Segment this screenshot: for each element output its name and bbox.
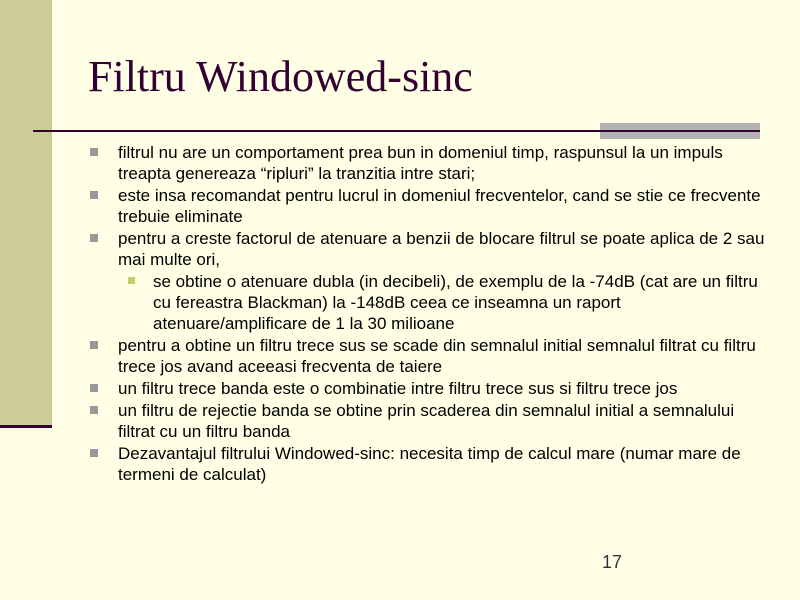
square-bullet-icon <box>90 191 98 199</box>
square-bullet-icon <box>90 406 98 414</box>
square-bullet-icon <box>90 234 98 242</box>
left-accent-line <box>0 425 52 428</box>
square-bullet-icon <box>90 384 98 392</box>
bullet-text: Dezavantajul filtrului Windowed-sinc: necesita timp de calcul mare (numar mare de termeni de calculat) <box>118 444 741 484</box>
bullet-item <box>88 142 768 184</box>
bullet-item <box>88 185 768 227</box>
title-divider <box>33 130 600 132</box>
bullet-text: un filtru trece banda este o combinatie intre filtru trece sus si filtru trece jos <box>118 379 678 398</box>
page-number: 17 <box>602 552 623 572</box>
bullet-text: un filtru de rejectie banda se obtine prin scaderea din semnalul initial a semnalului filtrat cu un filtru banda <box>118 401 735 441</box>
left-accent-bar <box>0 0 52 425</box>
slide-title: Filtru Windowed-sinc <box>88 52 473 101</box>
bullet-item <box>88 378 768 399</box>
bullet-text: se obtine o atenuare dubla (in decibeli), de exemplu de la -74dB (cat are un filtru cu fereastra Blackman) la -148dB ceea ce inseamna un raport atenuare/amplificare de 1 la 30 milioane <box>153 272 758 333</box>
bullet-item <box>88 335 768 377</box>
square-bullet-icon <box>90 341 98 349</box>
square-bullet-icon <box>90 148 98 156</box>
square-bullet-icon <box>128 277 135 284</box>
bullet-item <box>88 228 768 270</box>
bullet-list <box>88 142 768 486</box>
square-bullet-icon <box>90 449 98 457</box>
title-accent-line <box>600 130 760 132</box>
bullet-text: este insa recomandat pentru lucrul in domeniul frecventelor, cand se stie ce frecvente trebuie eliminate <box>118 186 761 226</box>
sub-bullet-item <box>88 271 768 334</box>
bullet-item <box>88 443 768 485</box>
bullet-text: pentru a obtine un filtru trece sus se scade din semnalul initial semnalul filtrat cu filtru trece jos avand aceeasi frecventa de taiere <box>118 336 756 376</box>
bullet-text: filtrul nu are un comportament prea bun in domeniul timp, raspunsul la un impuls treapta genereaza “ripluri” la tranzitia intre stari; <box>118 143 723 183</box>
bullet-item <box>88 400 768 442</box>
bullet-text: pentru a creste factorul de atenuare a benzii de blocare filtrul se poate aplica de 2 sau mai multe ori, <box>118 229 765 269</box>
